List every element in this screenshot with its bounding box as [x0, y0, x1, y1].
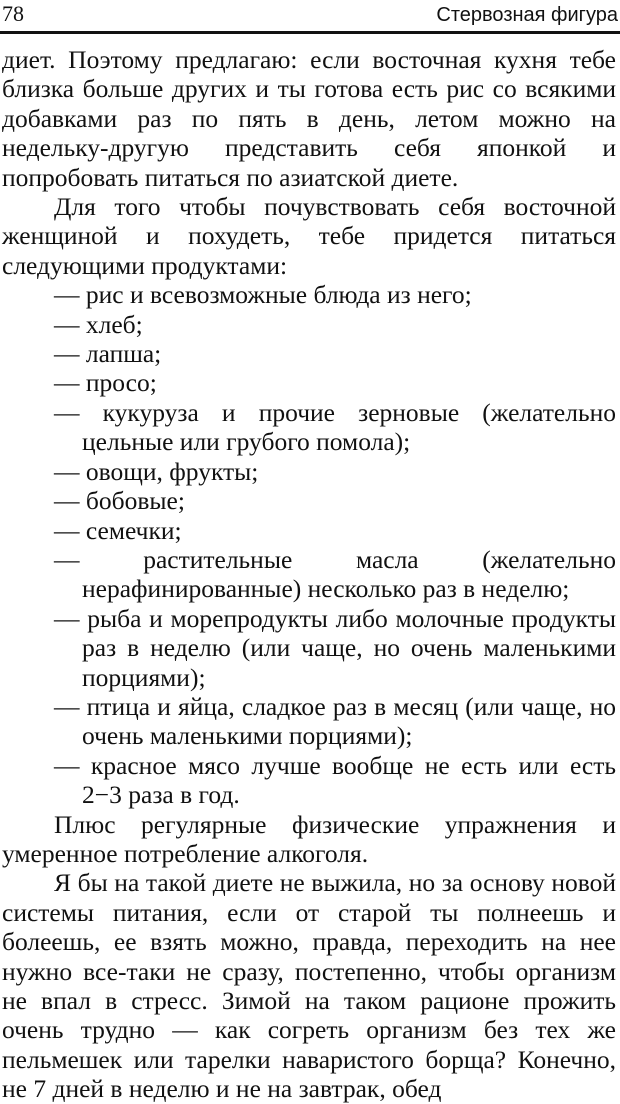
paragraph: Для того чтобы почувствовать себя восточной женщиной и похудеть, тебе придется питаться следующими продуктами:	[2, 192, 616, 280]
list-item: — семечки;	[54, 515, 182, 545]
list-item: — просо;	[54, 368, 157, 398]
list-item: — красное мясо лучше вообще не есть или есть 2−3 раза в год.	[54, 750, 616, 810]
list-item: — рыба и морепродукты либо молочные продукты раз в неделю (или чаще, но очень маленькими порциями);	[54, 603, 616, 692]
body-text	[2, 45, 616, 1104]
list-item: — рис и всевозможные блюда из него;	[54, 280, 472, 310]
list-item: — растительные масла (желательно нерафинированные) несколько раз в неделю;	[54, 544, 616, 604]
paragraph: Плюс регулярные физические упражнения и умеренное потребление алкоголя.	[2, 809, 616, 868]
header-rule	[0, 31, 620, 34]
list-item: — бобовые;	[54, 486, 185, 516]
list-item: — хлеб;	[54, 309, 143, 339]
list-item: — овощи, фрукты;	[54, 456, 259, 486]
running-title: Стервозная фигура	[436, 4, 618, 26]
list-item: — лапша;	[54, 339, 162, 369]
list-item: — птица и яйца, сладкое раз в месяц (или чаще, но очень маленькими порциями);	[54, 691, 616, 751]
paragraph: Я бы на такой диете не выжила, но за основу новой системы питания, если от старой ты полнеешь и болеешь, ее взять можно, правда, переходить на нее нужно все-таки не сразу, постепенно, чтобы организм не впал в стресс. Зимой на таком рационе прожить очень трудно — как согреть организм без тех же пельмешек или тарелки наваристого борща? Конечно, не 7 дней в неделю и не на завтрак, обед	[2, 868, 616, 1104]
food-list	[2, 280, 616, 809]
list-item: — кукуруза и прочие зерновые (желательно цельные или грубого помола);	[54, 397, 616, 457]
page-header	[0, 0, 620, 36]
page-number: 78	[2, 1, 24, 26]
paragraph: диет. Поэтому предлагаю: если восточная кухня тебе близка больше других и ты готова есть рис со всякими добавками раз по пять в день, летом можно на недельку-другую представить себя японкой и попробовать питаться по азиатской диете.	[2, 45, 616, 192]
